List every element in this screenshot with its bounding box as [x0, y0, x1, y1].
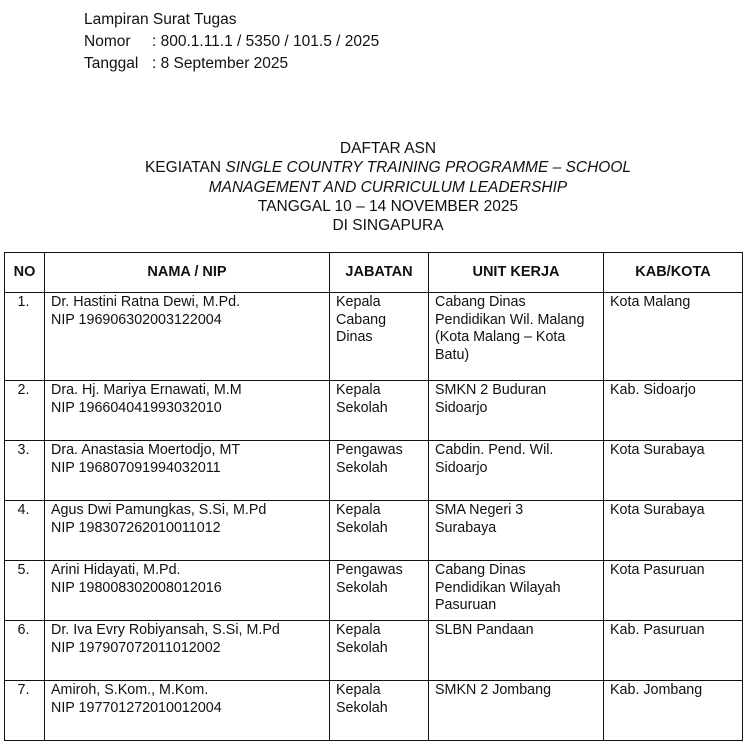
work-unit-line: Cabdin. Pend. Wil.	[435, 442, 554, 458]
cell-jabatan	[330, 681, 429, 741]
cell-unit-kerja	[429, 561, 604, 621]
title-program-part-1: SINGLE COUNTRY TRAINING PROGRAMME – SCHOOL	[225, 159, 632, 177]
attachment-title: Lampiran Surat Tugas	[84, 11, 237, 28]
position-line: Sekolah	[336, 459, 388, 476]
title-line-1: DAFTAR ASN	[339, 140, 437, 157]
table-row	[5, 441, 743, 501]
attachment-header	[84, 9, 379, 75]
title-prefix: KEGIATAN	[144, 159, 226, 177]
work-unit-line: Cabang Dinas	[435, 294, 526, 310]
cell-no	[5, 621, 45, 681]
row-number: 1.	[17, 294, 30, 310]
cell-no	[5, 561, 45, 621]
work-unit-line: Surabaya	[435, 519, 497, 536]
employee-nip: NIP 197701272010012004	[51, 699, 222, 716]
row-number: 4.	[17, 502, 30, 518]
cell-jabatan	[330, 381, 429, 441]
cell-nama-nip	[45, 561, 330, 621]
cell-no	[5, 681, 45, 741]
nomor-row	[84, 31, 379, 53]
cell-unit-kerja	[429, 381, 604, 441]
row-number: 2.	[17, 382, 30, 398]
position-line: Sekolah	[336, 399, 388, 416]
table-header-row	[5, 253, 743, 293]
cell-nama-nip	[45, 381, 330, 441]
cell-kab-kota	[604, 441, 743, 501]
nomor-value: : 800.1.11.1 / 5350 / 101.5 / 2025	[152, 33, 380, 50]
work-unit-line: Sidoarjo	[435, 399, 488, 416]
cell-nama-nip	[45, 293, 330, 381]
position-line: Kepala	[336, 502, 381, 518]
cell-kab-kota	[604, 621, 743, 681]
employee-name: Dr. Iva Evry Robiyansah, S.Si, M.Pd	[51, 622, 280, 638]
nomor-label: Nomor	[84, 33, 131, 50]
column-header-jabatan: JABATAN	[330, 253, 429, 293]
title-line-2	[0, 158, 747, 177]
cell-jabatan	[330, 441, 429, 501]
tanggal-value: : 8 September 2025	[152, 55, 289, 72]
position-line: Pengawas	[336, 442, 403, 458]
regency-city: Kota Pasuruan	[610, 562, 705, 578]
cell-kab-kota	[604, 293, 743, 381]
position-line: Cabang	[336, 311, 387, 328]
row-number: 5.	[17, 562, 30, 578]
regency-city: Kota Surabaya	[610, 442, 705, 458]
position-line: Sekolah	[336, 639, 388, 656]
cell-unit-kerja	[429, 501, 604, 561]
column-header-unit-kerja: UNIT KERJA	[429, 253, 604, 293]
cell-kab-kota	[604, 561, 743, 621]
row-number: 7.	[17, 682, 30, 698]
position-line: Sekolah	[336, 579, 388, 596]
cell-kab-kota	[604, 501, 743, 561]
employee-name: Dra. Hj. Mariya Ernawati, M.M	[51, 382, 242, 398]
employee-nip: NIP 196906302003122004	[51, 311, 222, 328]
column-header-nama-nip: NAMA / NIP	[45, 253, 330, 293]
cell-jabatan	[330, 561, 429, 621]
employee-nip: NIP 198307262010011012	[51, 519, 221, 536]
title-program-part-2: MANAGEMENT AND CURRICULUM LEADERSHIP	[208, 178, 568, 196]
column-header-no: NO	[5, 253, 45, 293]
column-header-kab-kota: KAB/KOTA	[604, 253, 743, 293]
regency-city: Kab. Pasuruan	[610, 622, 705, 638]
cell-jabatan	[330, 293, 429, 381]
employee-nip: NIP 196604041993032010	[51, 399, 222, 416]
cell-no	[5, 381, 45, 441]
table-row	[5, 681, 743, 741]
regency-city: Kota Malang	[610, 294, 691, 310]
table-row	[5, 381, 743, 441]
employee-nip: NIP 198008302008012016	[51, 579, 222, 596]
regency-city: Kota Surabaya	[610, 502, 705, 518]
work-unit-line: Pendidikan Wil. Malang	[435, 311, 585, 328]
cell-nama-nip	[45, 681, 330, 741]
cell-no	[5, 501, 45, 561]
position-line: Kepala	[336, 294, 381, 310]
cell-no	[5, 441, 45, 501]
employee-name: Arini Hidayati, M.Pd.	[51, 562, 181, 578]
cell-jabatan	[330, 621, 429, 681]
asn-table	[4, 252, 743, 741]
position-line: Kepala	[336, 682, 381, 698]
table-row	[5, 621, 743, 681]
position-line: Dinas	[336, 329, 373, 346]
work-unit-line: SLBN Pandaan	[435, 622, 534, 638]
row-number: 6.	[17, 622, 30, 638]
regency-city: Kab. Jombang	[610, 682, 703, 698]
cell-no	[5, 293, 45, 381]
table-row	[5, 501, 743, 561]
work-unit-line: Sidoarjo	[435, 459, 488, 476]
table-row	[5, 561, 743, 621]
cell-unit-kerja	[429, 681, 604, 741]
work-unit-line: SMKN 2 Buduran	[435, 382, 547, 398]
work-unit-line: SMA Negeri 3	[435, 502, 524, 518]
cell-unit-kerja	[429, 621, 604, 681]
work-unit-line: Batu)	[435, 346, 470, 363]
row-number: 3.	[17, 442, 30, 458]
employee-nip: NIP 196807091994032011	[51, 459, 221, 476]
position-line: Kepala	[336, 622, 381, 638]
title-location: DI SINGAPURA	[332, 217, 444, 235]
tanggal-row	[84, 53, 379, 75]
cell-nama-nip	[45, 441, 330, 501]
work-unit-line: Pendidikan Wilayah	[435, 579, 561, 596]
regency-city: Kab. Sidoarjo	[610, 382, 696, 398]
employee-nip: NIP 197907072011012002	[51, 639, 221, 656]
cell-kab-kota	[604, 381, 743, 441]
cell-kab-kota	[604, 681, 743, 741]
cell-jabatan	[330, 501, 429, 561]
position-line: Sekolah	[336, 519, 388, 536]
work-unit-line: SMKN 2 Jombang	[435, 682, 552, 698]
position-line: Pengawas	[336, 562, 403, 578]
cell-unit-kerja	[429, 293, 604, 381]
position-line: Sekolah	[336, 699, 388, 716]
cell-nama-nip	[45, 621, 330, 681]
tanggal-label: Tanggal	[84, 55, 139, 72]
work-unit-line: Cabang Dinas	[435, 562, 526, 578]
work-unit-line: (Kota Malang – Kota	[435, 329, 566, 346]
document-title	[0, 139, 747, 235]
cell-nama-nip	[45, 501, 330, 561]
table-row	[5, 293, 743, 381]
employee-name: Dra. Anastasia Moertodjo, MT	[51, 442, 241, 458]
cell-unit-kerja	[429, 441, 604, 501]
employee-name: Agus Dwi Pamungkas, S.Si, M.Pd	[51, 502, 267, 518]
position-line: Kepala	[336, 382, 381, 398]
employee-name: Dr. Hastini Ratna Dewi, M.Pd.	[51, 294, 241, 310]
work-unit-line: Pasuruan	[435, 597, 497, 614]
title-date: TANGGAL 10 – 14 NOVEMBER 2025	[257, 197, 519, 215]
employee-name: Amiroh, S.Kom., M.Kom.	[51, 682, 209, 698]
